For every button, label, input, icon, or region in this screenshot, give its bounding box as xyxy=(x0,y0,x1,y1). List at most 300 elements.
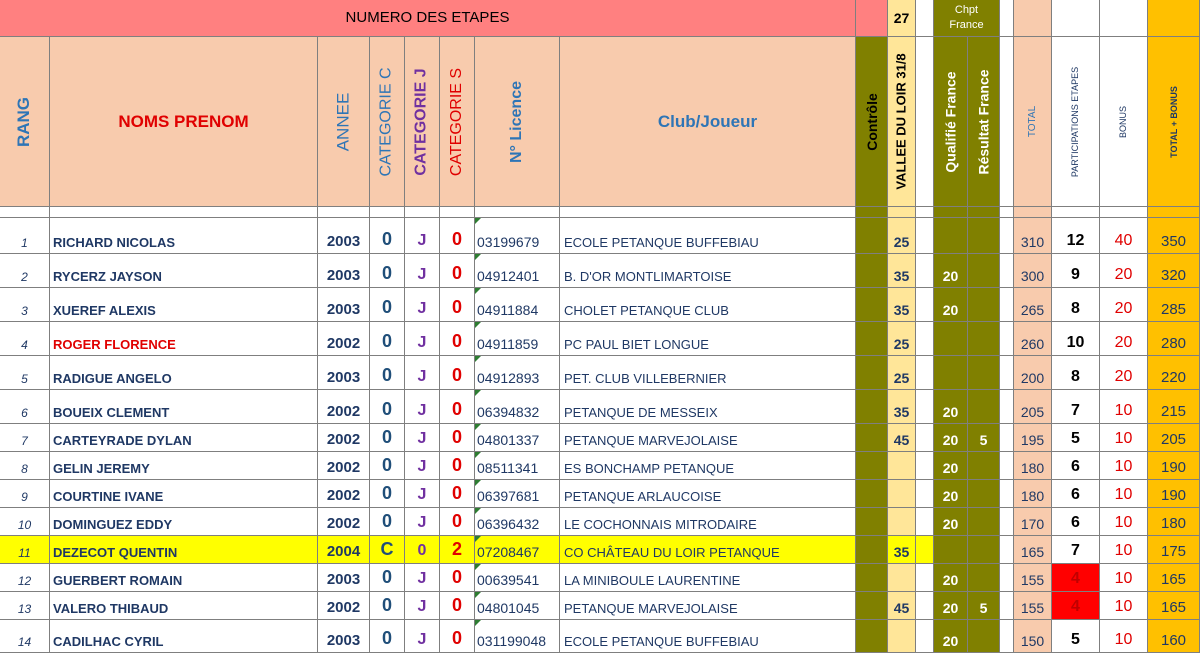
cell-part[interactable] xyxy=(1052,564,1100,592)
cell-ctrl[interactable] xyxy=(856,322,888,356)
cell-club[interactable] xyxy=(560,564,856,592)
spacer-c[interactable] xyxy=(370,207,405,218)
spacer-licence[interactable] xyxy=(475,207,560,218)
cell-licence[interactable] xyxy=(475,424,560,452)
cell-total[interactable] xyxy=(1014,480,1052,508)
cell-part[interactable] xyxy=(1052,480,1100,508)
cell-s[interactable] xyxy=(440,218,475,254)
cell-gap2[interactable] xyxy=(1000,564,1014,592)
cell-gap1[interactable] xyxy=(916,322,934,356)
cell-s[interactable] xyxy=(440,480,475,508)
cell-ctrl[interactable] xyxy=(856,452,888,480)
cell-gap2[interactable] xyxy=(1000,536,1014,564)
cell-licence[interactable] xyxy=(475,218,560,254)
cell-qualifie[interactable] xyxy=(934,322,968,356)
cat_c-header[interactable] xyxy=(370,37,405,207)
cell-vallee[interactable] xyxy=(888,390,916,424)
cell-rang[interactable] xyxy=(0,564,50,592)
title-blank-cell[interactable] xyxy=(856,0,888,37)
cell-club[interactable] xyxy=(560,536,856,564)
cell-annee[interactable] xyxy=(318,288,370,322)
cell-ctrl[interactable] xyxy=(856,424,888,452)
cell-s[interactable] xyxy=(440,592,475,620)
cell-annee[interactable] xyxy=(318,452,370,480)
cell-resultat[interactable] xyxy=(968,592,1000,620)
cell-rang[interactable] xyxy=(0,620,50,653)
cell-annee[interactable] xyxy=(318,620,370,653)
cell-j[interactable] xyxy=(405,536,440,564)
bonus-header[interactable] xyxy=(1100,37,1148,207)
cell-j[interactable] xyxy=(405,288,440,322)
controle-header[interactable] xyxy=(856,37,888,207)
resultat-header[interactable] xyxy=(968,37,1000,207)
spacer-s[interactable] xyxy=(440,207,475,218)
cell-total[interactable] xyxy=(1014,592,1052,620)
cell-c[interactable] xyxy=(370,356,405,390)
cell-qualifie[interactable] xyxy=(934,254,968,288)
cell-c[interactable] xyxy=(370,322,405,356)
cell-tb[interactable] xyxy=(1148,508,1200,536)
title-gap-cell[interactable] xyxy=(916,0,934,37)
cell-vallee[interactable] xyxy=(888,356,916,390)
cell-club[interactable] xyxy=(560,356,856,390)
cell-vallee[interactable] xyxy=(888,620,916,653)
cell-j[interactable] xyxy=(405,508,440,536)
cell-rang[interactable] xyxy=(0,480,50,508)
cell-club[interactable] xyxy=(560,218,856,254)
cell-tb[interactable] xyxy=(1148,452,1200,480)
cell-club[interactable] xyxy=(560,322,856,356)
cell-part[interactable] xyxy=(1052,254,1100,288)
rang-header[interactable] xyxy=(0,37,50,207)
cell-s[interactable] xyxy=(440,508,475,536)
cell-total[interactable] xyxy=(1014,508,1052,536)
cell-rang[interactable] xyxy=(0,592,50,620)
cell-nom[interactable] xyxy=(50,592,318,620)
cell-gap2[interactable] xyxy=(1000,480,1014,508)
etape-number-cell[interactable] xyxy=(888,0,916,37)
cell-resultat[interactable] xyxy=(968,254,1000,288)
cell-annee[interactable] xyxy=(318,356,370,390)
spacer-part[interactable] xyxy=(1052,207,1100,218)
cell-gap2[interactable] xyxy=(1000,322,1014,356)
cell-j[interactable] xyxy=(405,592,440,620)
cell-tb[interactable] xyxy=(1148,424,1200,452)
spacer-resultat[interactable] xyxy=(968,207,1000,218)
cell-bonus[interactable] xyxy=(1100,390,1148,424)
cell-part[interactable] xyxy=(1052,322,1100,356)
cell-resultat[interactable] xyxy=(968,620,1000,653)
spacer-tb[interactable] xyxy=(1148,207,1200,218)
cell-vallee[interactable] xyxy=(888,322,916,356)
cell-total[interactable] xyxy=(1014,218,1052,254)
cell-club[interactable] xyxy=(560,424,856,452)
cell-nom[interactable] xyxy=(50,288,318,322)
cell-gap1[interactable] xyxy=(916,356,934,390)
cell-nom[interactable] xyxy=(50,508,318,536)
cell-c[interactable] xyxy=(370,288,405,322)
cell-vallee[interactable] xyxy=(888,218,916,254)
cell-licence[interactable] xyxy=(475,288,560,322)
cell-club[interactable] xyxy=(560,592,856,620)
cell-c[interactable] xyxy=(370,480,405,508)
cell-part[interactable] xyxy=(1052,424,1100,452)
cell-vallee[interactable] xyxy=(888,508,916,536)
cell-qualifie[interactable] xyxy=(934,452,968,480)
cell-tb[interactable] xyxy=(1148,592,1200,620)
cell-ctrl[interactable] xyxy=(856,592,888,620)
cell-s[interactable] xyxy=(440,564,475,592)
cell-bonus[interactable] xyxy=(1100,356,1148,390)
cell-club[interactable] xyxy=(560,254,856,288)
cell-club[interactable] xyxy=(560,452,856,480)
cell-resultat[interactable] xyxy=(968,480,1000,508)
cell-resultat[interactable] xyxy=(968,424,1000,452)
cell-nom[interactable] xyxy=(50,620,318,653)
cell-gap1[interactable] xyxy=(916,218,934,254)
cell-gap2[interactable] xyxy=(1000,592,1014,620)
cell-tb[interactable] xyxy=(1148,536,1200,564)
cell-ctrl[interactable] xyxy=(856,508,888,536)
spacer-j[interactable] xyxy=(405,207,440,218)
cell-licence[interactable] xyxy=(475,564,560,592)
cell-s[interactable] xyxy=(440,254,475,288)
cell-s[interactable] xyxy=(440,390,475,424)
cell-ctrl[interactable] xyxy=(856,254,888,288)
cell-qualifie[interactable] xyxy=(934,390,968,424)
cell-vallee[interactable] xyxy=(888,564,916,592)
cell-vallee[interactable] xyxy=(888,480,916,508)
cell-c[interactable] xyxy=(370,390,405,424)
cell-total[interactable] xyxy=(1014,620,1052,653)
cell-j[interactable] xyxy=(405,356,440,390)
cell-gap1[interactable] xyxy=(916,592,934,620)
cell-bonus[interactable] xyxy=(1100,452,1148,480)
cell-qualifie[interactable] xyxy=(934,620,968,653)
cell-gap2[interactable] xyxy=(1000,508,1014,536)
cell-bonus[interactable] xyxy=(1100,508,1148,536)
cell-part[interactable] xyxy=(1052,508,1100,536)
cell-club[interactable] xyxy=(560,508,856,536)
qualifie-header[interactable] xyxy=(934,37,968,207)
cell-s[interactable] xyxy=(440,424,475,452)
title-part-cell[interactable] xyxy=(1052,0,1100,37)
cell-total[interactable] xyxy=(1014,254,1052,288)
cell-ctrl[interactable] xyxy=(856,536,888,564)
spacer-nom[interactable] xyxy=(50,207,318,218)
cell-part[interactable] xyxy=(1052,218,1100,254)
cell-tb[interactable] xyxy=(1148,480,1200,508)
cell-gap2[interactable] xyxy=(1000,254,1014,288)
cell-qualifie[interactable] xyxy=(934,536,968,564)
cell-total[interactable] xyxy=(1014,564,1052,592)
etapes-title-cell[interactable] xyxy=(0,0,856,37)
cell-gap1[interactable] xyxy=(916,390,934,424)
cell-club[interactable] xyxy=(560,620,856,653)
cell-ctrl[interactable] xyxy=(856,564,888,592)
cell-ctrl[interactable] xyxy=(856,620,888,653)
cell-gap2[interactable] xyxy=(1000,390,1014,424)
club-header[interactable] xyxy=(560,37,856,207)
cell-vallee[interactable] xyxy=(888,452,916,480)
cell-licence[interactable] xyxy=(475,592,560,620)
cell-s[interactable] xyxy=(440,452,475,480)
cell-resultat[interactable] xyxy=(968,564,1000,592)
cell-vallee[interactable] xyxy=(888,254,916,288)
cell-ctrl[interactable] xyxy=(856,480,888,508)
cell-gap1[interactable] xyxy=(916,508,934,536)
cell-resultat[interactable] xyxy=(968,390,1000,424)
title-gap2-cell[interactable] xyxy=(1000,0,1014,37)
cell-licence[interactable] xyxy=(475,356,560,390)
cell-gap2[interactable] xyxy=(1000,424,1014,452)
cell-ctrl[interactable] xyxy=(856,390,888,424)
cell-club[interactable] xyxy=(560,480,856,508)
cell-annee[interactable] xyxy=(318,390,370,424)
cell-c[interactable] xyxy=(370,218,405,254)
cell-rang[interactable] xyxy=(0,424,50,452)
cell-nom[interactable] xyxy=(50,564,318,592)
cell-licence[interactable] xyxy=(475,322,560,356)
cell-licence[interactable] xyxy=(475,254,560,288)
chpt-france-cell[interactable] xyxy=(934,0,1000,37)
cell-bonus[interactable] xyxy=(1100,592,1148,620)
cell-licence[interactable] xyxy=(475,480,560,508)
cell-gap1[interactable] xyxy=(916,480,934,508)
cell-nom[interactable] xyxy=(50,356,318,390)
cell-c[interactable] xyxy=(370,452,405,480)
cell-nom[interactable] xyxy=(50,452,318,480)
cell-qualifie[interactable] xyxy=(934,356,968,390)
cell-gap2[interactable] xyxy=(1000,452,1014,480)
title-total-cell[interactable] xyxy=(1014,0,1052,37)
cell-j[interactable] xyxy=(405,218,440,254)
participations-header[interactable] xyxy=(1052,37,1100,207)
spacer-ctrl[interactable] xyxy=(856,207,888,218)
title-tb-cell[interactable] xyxy=(1148,0,1200,37)
cell-tb[interactable] xyxy=(1148,288,1200,322)
cell-part[interactable] xyxy=(1052,390,1100,424)
cell-resultat[interactable] xyxy=(968,508,1000,536)
cell-c[interactable] xyxy=(370,424,405,452)
cell-gap2[interactable] xyxy=(1000,356,1014,390)
cell-rang[interactable] xyxy=(0,218,50,254)
vallee-header[interactable] xyxy=(888,37,916,207)
cell-vallee[interactable] xyxy=(888,592,916,620)
cell-qualifie[interactable] xyxy=(934,508,968,536)
cell-gap1[interactable] xyxy=(916,288,934,322)
cell-qualifie[interactable] xyxy=(934,592,968,620)
cell-ctrl[interactable] xyxy=(856,218,888,254)
cell-rang[interactable] xyxy=(0,288,50,322)
cell-nom[interactable] xyxy=(50,390,318,424)
header-gap2-cell[interactable] xyxy=(1000,37,1014,207)
cell-annee[interactable] xyxy=(318,480,370,508)
cell-total[interactable] xyxy=(1014,322,1052,356)
cell-s[interactable] xyxy=(440,536,475,564)
cell-annee[interactable] xyxy=(318,592,370,620)
cell-c[interactable] xyxy=(370,536,405,564)
cell-vallee[interactable] xyxy=(888,424,916,452)
cell-annee[interactable] xyxy=(318,564,370,592)
spacer-rang[interactable] xyxy=(0,207,50,218)
cell-bonus[interactable] xyxy=(1100,564,1148,592)
cell-licence[interactable] xyxy=(475,390,560,424)
cell-nom[interactable] xyxy=(50,218,318,254)
cell-part[interactable] xyxy=(1052,356,1100,390)
cell-c[interactable] xyxy=(370,508,405,536)
cell-bonus[interactable] xyxy=(1100,322,1148,356)
cell-bonus[interactable] xyxy=(1100,480,1148,508)
spacer-qualifie[interactable] xyxy=(934,207,968,218)
cell-qualifie[interactable] xyxy=(934,424,968,452)
licence-header[interactable] xyxy=(475,37,560,207)
cell-vallee[interactable] xyxy=(888,288,916,322)
annee-header[interactable] xyxy=(318,37,370,207)
spacer-vallee[interactable] xyxy=(888,207,916,218)
cell-resultat[interactable] xyxy=(968,322,1000,356)
spacer-gap2[interactable] xyxy=(1000,207,1014,218)
cell-nom[interactable] xyxy=(50,254,318,288)
cell-total[interactable] xyxy=(1014,356,1052,390)
cell-bonus[interactable] xyxy=(1100,218,1148,254)
cell-j[interactable] xyxy=(405,424,440,452)
cell-gap2[interactable] xyxy=(1000,620,1014,653)
cell-tb[interactable] xyxy=(1148,620,1200,653)
cell-j[interactable] xyxy=(405,620,440,653)
cell-resultat[interactable] xyxy=(968,452,1000,480)
cell-nom-text: DEZECOT QUENTIN xyxy=(53,545,178,560)
total_bonus-header[interactable] xyxy=(1148,37,1200,207)
cell-part[interactable] xyxy=(1052,452,1100,480)
spacer-total[interactable] xyxy=(1014,207,1052,218)
cell-total[interactable] xyxy=(1014,424,1052,452)
cell-rang-text: 14 xyxy=(17,635,32,649)
cell-j[interactable] xyxy=(405,390,440,424)
cell-j[interactable] xyxy=(405,254,440,288)
cell-total[interactable] xyxy=(1014,288,1052,322)
cell-s[interactable] xyxy=(440,620,475,653)
cell-resultat[interactable] xyxy=(968,288,1000,322)
cell-annee[interactable] xyxy=(318,254,370,288)
cell-part[interactable] xyxy=(1052,620,1100,653)
cell-ctrl[interactable] xyxy=(856,356,888,390)
cell-rang[interactable] xyxy=(0,322,50,356)
cell-total[interactable] xyxy=(1014,536,1052,564)
cell-total[interactable] xyxy=(1014,452,1052,480)
cell-j[interactable] xyxy=(405,564,440,592)
cell-licence[interactable] xyxy=(475,508,560,536)
cell-gap1[interactable] xyxy=(916,564,934,592)
cell-s[interactable] xyxy=(440,322,475,356)
cell-bonus[interactable] xyxy=(1100,288,1148,322)
cell-c[interactable] xyxy=(370,592,405,620)
cell-nom[interactable] xyxy=(50,480,318,508)
cell-c[interactable] xyxy=(370,564,405,592)
cell-tb[interactable] xyxy=(1148,564,1200,592)
cell-annee[interactable] xyxy=(318,218,370,254)
cell-licence[interactable] xyxy=(475,536,560,564)
cell-part[interactable] xyxy=(1052,288,1100,322)
cat_s-header[interactable] xyxy=(440,37,475,207)
cell-c[interactable] xyxy=(370,620,405,653)
cell-tb[interactable] xyxy=(1148,356,1200,390)
cell-nom[interactable] xyxy=(50,322,318,356)
cell-gap2[interactable] xyxy=(1000,288,1014,322)
cell-j[interactable] xyxy=(405,452,440,480)
cell-qualifie[interactable] xyxy=(934,480,968,508)
cell-total[interactable] xyxy=(1014,390,1052,424)
cell-qualifie[interactable] xyxy=(934,288,968,322)
cell-annee[interactable] xyxy=(318,508,370,536)
cell-part[interactable] xyxy=(1052,536,1100,564)
cell-bonus[interactable] xyxy=(1100,254,1148,288)
cell-ctrl[interactable] xyxy=(856,288,888,322)
cell-j[interactable] xyxy=(405,480,440,508)
cell-resultat[interactable] xyxy=(968,218,1000,254)
cell-rang[interactable] xyxy=(0,508,50,536)
cell-gap1[interactable] xyxy=(916,620,934,653)
cell-resultat[interactable] xyxy=(968,536,1000,564)
cell-rang[interactable] xyxy=(0,254,50,288)
cell-bonus[interactable] xyxy=(1100,620,1148,653)
cell-annee[interactable] xyxy=(318,424,370,452)
cell-tb[interactable] xyxy=(1148,218,1200,254)
cell-part[interactable] xyxy=(1052,592,1100,620)
cell-resultat[interactable] xyxy=(968,356,1000,390)
header-gap-cell[interactable] xyxy=(916,37,934,207)
cell-gap1[interactable] xyxy=(916,536,934,564)
noms-header[interactable] xyxy=(50,37,318,207)
cell-gap1[interactable] xyxy=(916,254,934,288)
cell-licence[interactable] xyxy=(475,620,560,653)
cell-gap1[interactable] xyxy=(916,452,934,480)
cell-bonus[interactable] xyxy=(1100,424,1148,452)
cell-qualifie[interactable] xyxy=(934,564,968,592)
spacer-club[interactable] xyxy=(560,207,856,218)
cell-rang[interactable] xyxy=(0,390,50,424)
cell-nom[interactable] xyxy=(50,424,318,452)
cell-vallee[interactable] xyxy=(888,536,916,564)
cell-tb[interactable] xyxy=(1148,254,1200,288)
cat_j-header[interactable] xyxy=(405,37,440,207)
cell-gap2[interactable] xyxy=(1000,218,1014,254)
cell-nom[interactable] xyxy=(50,536,318,564)
cell-tb[interactable] xyxy=(1148,322,1200,356)
cell-annee[interactable] xyxy=(318,536,370,564)
cell-club[interactable] xyxy=(560,288,856,322)
cell-rang[interactable] xyxy=(0,536,50,564)
spacer-gap1[interactable] xyxy=(916,207,934,218)
title-bonus-cell[interactable] xyxy=(1100,0,1148,37)
cell-qualifie[interactable] xyxy=(934,218,968,254)
cell-rang[interactable] xyxy=(0,356,50,390)
total-header[interactable] xyxy=(1014,37,1052,207)
cell-c[interactable] xyxy=(370,254,405,288)
cell-licence[interactable] xyxy=(475,452,560,480)
cell-bonus[interactable] xyxy=(1100,536,1148,564)
cell-j[interactable] xyxy=(405,322,440,356)
spacer-annee[interactable] xyxy=(318,207,370,218)
cell-s[interactable] xyxy=(440,356,475,390)
cell-gap1[interactable] xyxy=(916,424,934,452)
cell-rang[interactable] xyxy=(0,452,50,480)
cell-s[interactable] xyxy=(440,288,475,322)
cell-tb[interactable] xyxy=(1148,390,1200,424)
spacer-bonus[interactable] xyxy=(1100,207,1148,218)
cell-club[interactable] xyxy=(560,390,856,424)
cell-annee[interactable] xyxy=(318,322,370,356)
